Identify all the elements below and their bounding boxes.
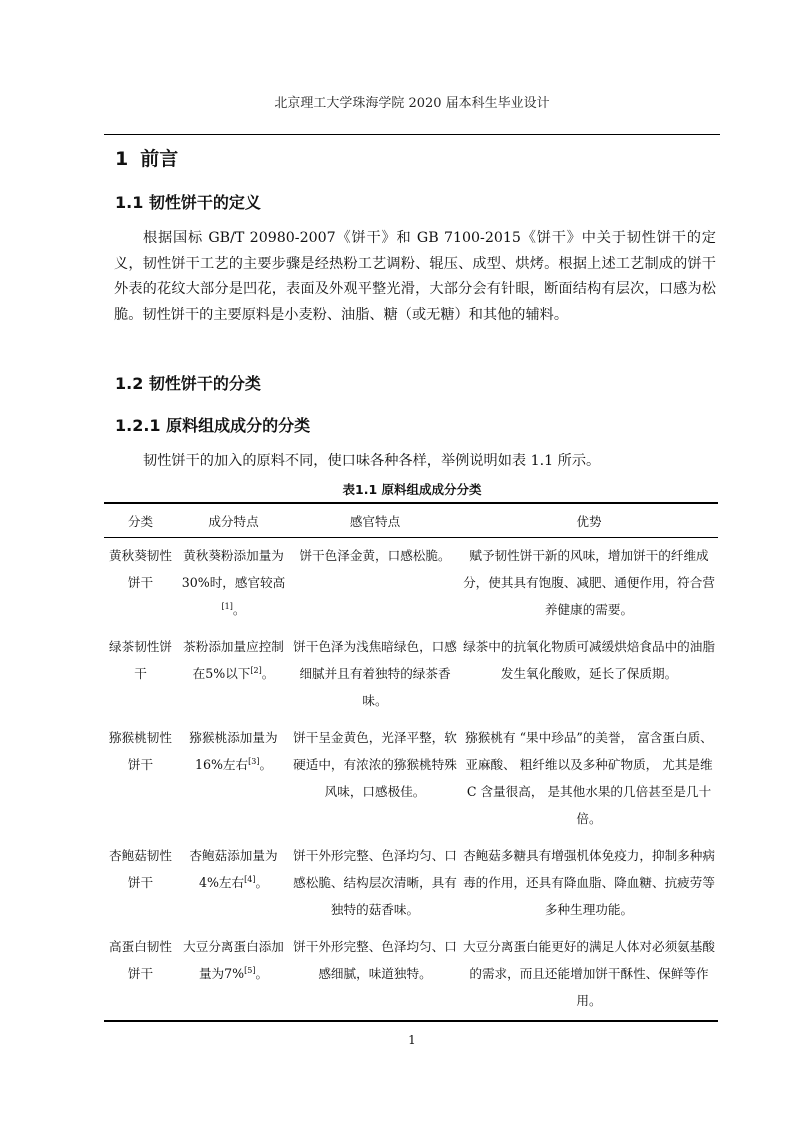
section-heading-1-2: 1.2 韧性饼干的分类 xyxy=(115,374,261,393)
table-header-row xyxy=(104,503,718,538)
category-cell: 高蛋白韧性饼干 xyxy=(109,939,172,981)
advantage-cell: 赋予韧性饼干新的风味，增加饼干的纤维成分，使其具有饱腹、减肥、通便作用，符合营养健康的需要。 xyxy=(463,548,715,617)
advantage-cell: 猕猴桃有 “果中珍品”的美誉， 富含蛋白质、 亚麻酸、 粗纤维以及多种矿物质， 尤其是维 C 含量很高， 是其他水果的几倍甚至是几十倍。 xyxy=(465,730,713,826)
column-header: 优势 xyxy=(576,514,602,529)
advantage-cell: 绿茶中的抗氧化物质可减缓烘焙食品中的油脂发生氧化酸败，延长了保质期。 xyxy=(463,639,715,681)
citation-ref: [5] xyxy=(244,965,256,975)
section-title: 前言 xyxy=(140,148,179,170)
sensory-cell: 饼干呈金黄色，光泽平整，软硬适中，有浓浓的猕猴桃特殊风味，口感极佳。 xyxy=(293,730,457,799)
column-header: 感官特点 xyxy=(349,514,401,529)
section-heading-1-1: 1.1 韧性饼干的定义 xyxy=(115,193,261,212)
ingredient-cell: 大豆分离蛋白添加量为7%[5]。 xyxy=(183,939,284,981)
ingredient-cell: 茶粉添加量应控制在5%以下[2]。 xyxy=(183,639,284,681)
citation-ref: [2] xyxy=(250,665,262,675)
table-row xyxy=(104,929,718,1021)
category-cell: 杏鲍菇韧性饼干 xyxy=(109,848,172,890)
table-row xyxy=(104,838,718,929)
category-cell: 黄秋葵韧性饼干 xyxy=(109,548,172,590)
column-header: 分类 xyxy=(127,514,154,529)
sensory-cell: 饼干色泽金黄，口感松脆。 xyxy=(299,548,451,563)
citation-ref: [3] xyxy=(248,756,260,766)
category-cell: 绿茶韧性饼干 xyxy=(109,639,172,681)
ingredient-cell: 杏鲍菇添加量为4%左右[4]。 xyxy=(189,848,278,890)
sensory-cell: 饼干外形完整、色泽均匀、口感细腻，味道独特。 xyxy=(293,939,457,981)
ingredient-classification-table xyxy=(104,502,718,1022)
category-cell: 猕猴桃韧性饼干 xyxy=(109,730,172,772)
section-heading-1 xyxy=(115,144,178,171)
section-heading-1-2-1: 1.2.1 原料组成成分的分类 xyxy=(115,416,311,435)
citation-ref: [1] xyxy=(221,601,233,611)
sensory-cell: 饼干外形完整、色泽均匀、口感松脆、结构层次清晰，具有独特的菇香味。 xyxy=(293,848,457,917)
table-row xyxy=(104,538,718,630)
citation-ref: [4] xyxy=(244,874,256,884)
ingredient-cell: 猕猴桃添加量为16%左右[3]。 xyxy=(189,730,278,772)
page-header: 北京理工大学珠海学院 2020 届本科生毕业设计 xyxy=(274,96,550,111)
definition-paragraph: 根据国标 GB/T 20980-2007《饼干》和 GB 7100-2015《饼干》中关于韧性饼干的定义，韧性饼干工艺的主要步骤是经热粉工艺调粉、辊压、成型、烘烤。根据上述工艺制成的饼干外表的花纹大部分是凹花，表面及外观平整光滑，大部分会有针眼，断面结构有层次，口感为松脆。韧性饼干的主要原料是小麦粉、油脂、糖（或无糖）和其他的辅料。 xyxy=(114,230,716,323)
table-row xyxy=(104,629,718,720)
sensory-cell: 饼干色泽为浅焦暗绿色，口感细腻并且有着独特的绿茶香味。 xyxy=(293,639,457,708)
advantage-cell: 大豆分离蛋白能更好的满足人体对必须氨基酸的需求，而且还能增加饼干酥性、保鲜等作用。 xyxy=(463,939,715,1008)
ingredient-cell: 黄秋葵粉添加量为30%时，感官较高[1]。 xyxy=(181,548,286,617)
table-row xyxy=(104,720,718,838)
table-caption: 表1.1 原料组成成分分类 xyxy=(342,482,482,497)
classification-intro-paragraph: 韧性饼干的加入的原料不同，使口味各种各样，举例说明如表 1.1 所示。 xyxy=(143,453,601,469)
section-number: 1 xyxy=(115,148,129,170)
column-header: 成分特点 xyxy=(208,514,259,529)
advantage-cell: 杏鲍菇多糖具有增强机体免疫力，抑制多种病毒的作用，还具有降血脂、降血糖、抗疲劳等多种生理功能。 xyxy=(463,848,715,917)
header-divider xyxy=(104,134,720,135)
page-number: 1 xyxy=(408,1033,416,1047)
